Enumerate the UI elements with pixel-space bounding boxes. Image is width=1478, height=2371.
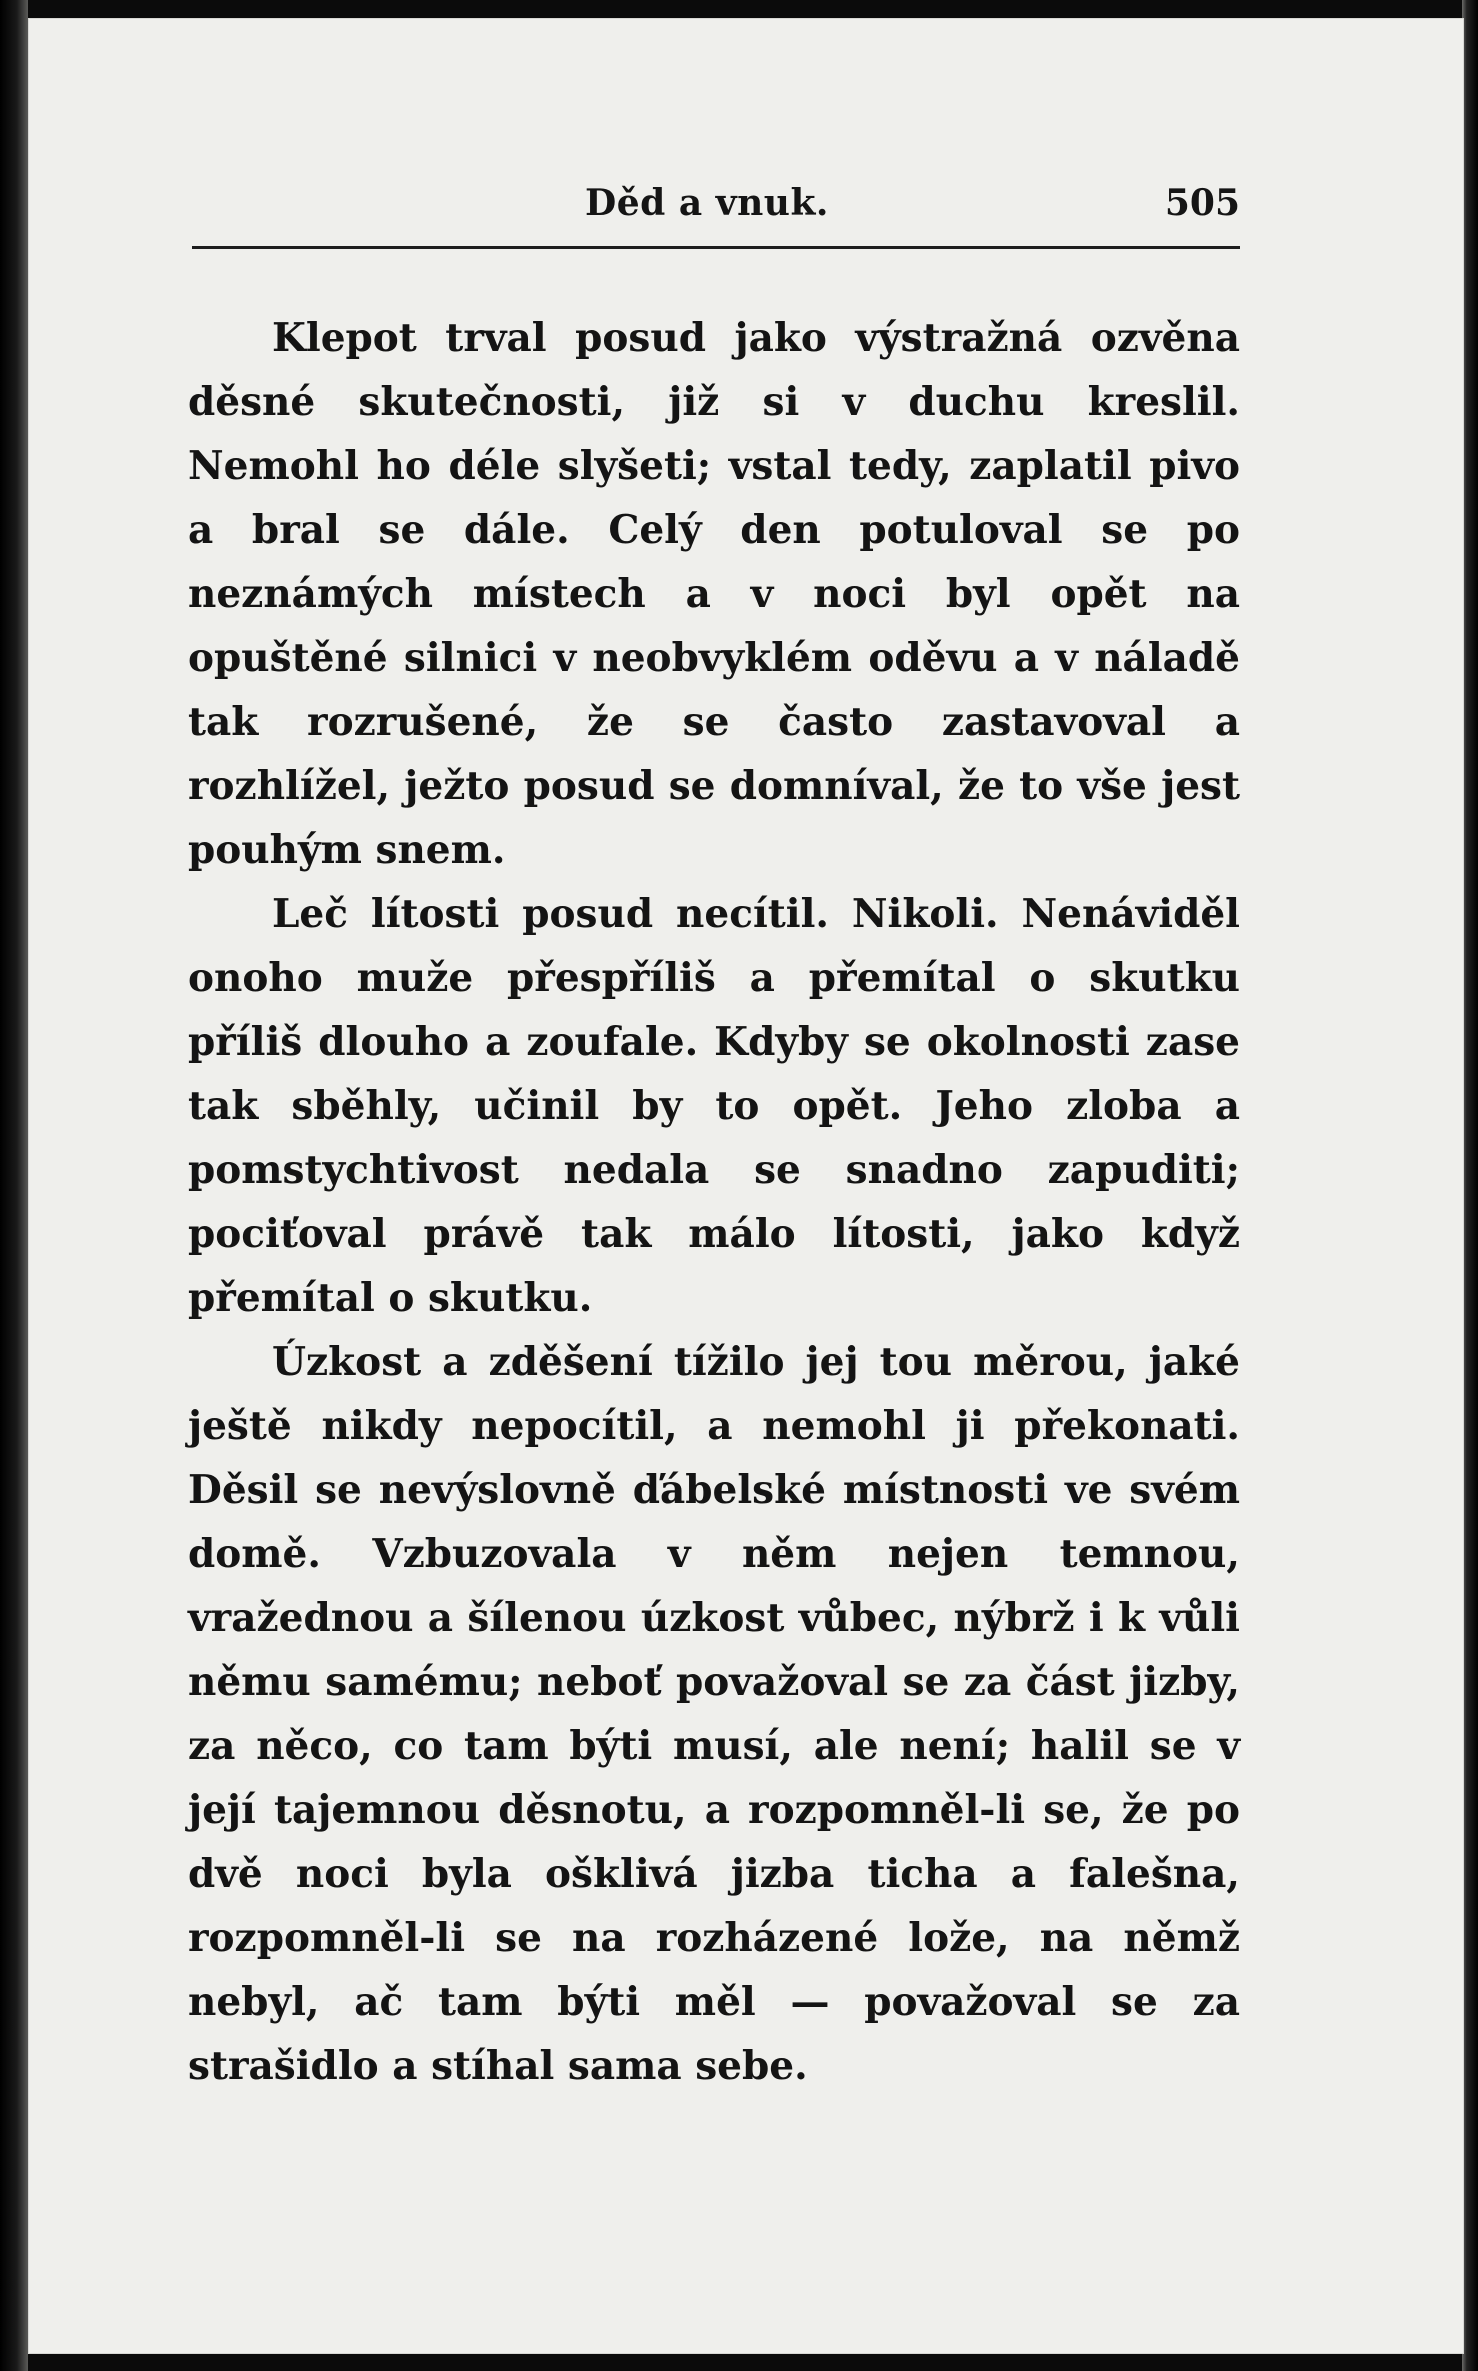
body-text: [188, 306, 1240, 2098]
paragraph-1: Klepot trval posud jako výstražná ozvěna děsné skutečnosti, již si v duchu kreslil. Nemohl ho déle slyšeti; vstal tedy, zaplatil pivo a bral se dále. Celý den potuloval se po neznámých místech a v noci byl opět na opuštěné silnici v neobvyklém oděvu a v náladě tak rozrušené, že se často zastavoval a rozhlížel, ježto posud se domníval, že to vše jest pouhým snem.: [188, 315, 1240, 873]
header-rule: [192, 246, 1240, 249]
page-number: 505: [1164, 182, 1240, 224]
paragraph-2: Leč lítosti posud necítil. Nikoli. Nenáviděl onoho muže přespříliš a přemítal o skutku příliš dlouho a zoufale. Kdyby se okolnosti zase tak sběhly, učinil by to opět. Jeho zloba a pomstychtivost nedala se snadno zapuditi; pociťoval právě tak málo lítosti, jako když přemítal o skutku.: [188, 891, 1240, 1321]
scan-left-edge: [0, 0, 28, 2371]
scan-right-edge: [1462, 0, 1478, 2371]
running-title: Děd a vnuk.: [585, 182, 829, 224]
paragraph-3: Úzkost a zděšení tížilo jej tou měrou, jaké ještě nikdy nepocítil, a nemohl ji překonati. Děsil se nevýslovně ďábelské místnosti ve svém domě. Vzbuzovala v něm nejen temnou, vražednou a šílenou úzkost vůbec, nýbrž i k vůli němu samému; neboť považoval se za část jizby, za něco, co tam býti musí, ale není; halil se v její tajemnou děsnotu, a rozpomněl-li se, že po dvě noci byla ošklivá jizba ticha a falešna, rozpomněl-li se na rozházené lože, na němž nebyl, ač tam býti měl — považoval se za strašidlo a stíhal sama sebe.: [188, 1339, 1240, 2089]
running-header: [192, 182, 1240, 238]
